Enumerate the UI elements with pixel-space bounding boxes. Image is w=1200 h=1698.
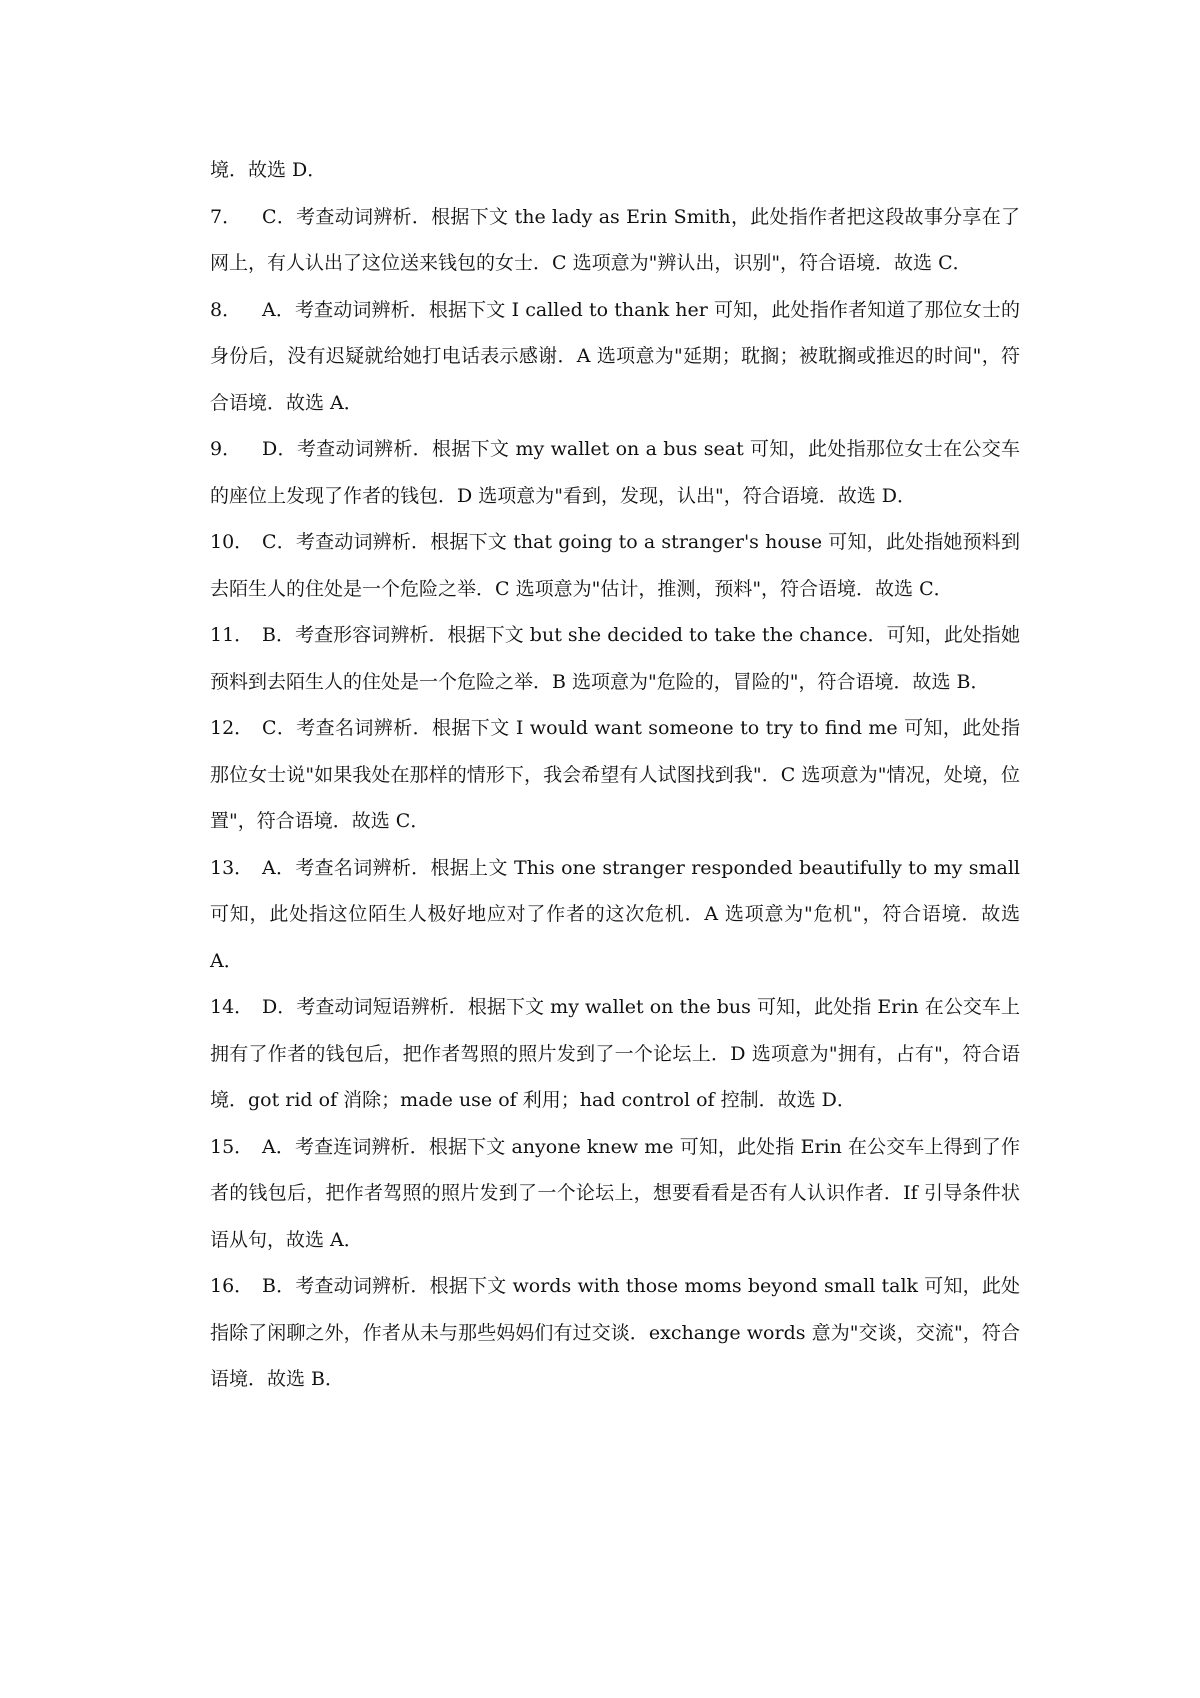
paragraph-item-13 (210, 845, 1020, 985)
paragraph-text: B．考查动词辨析．根据下文 words with those moms beyond small talk 可知，此处指除了闲聊之外，作者从未与那些妈妈们有过交谈．exchange words 意为"交谈，交流"，符合语境．故选 B． (210, 1275, 1020, 1390)
item-number: 16． (210, 1275, 254, 1297)
paragraph-text: C．考查动词辨析．根据下文 the lady as Erin Smith，此处指作者把这段故事分享在了网上，有人认出了这位送来钱包的女士．C 选项意为"辨认出，识别"，符合语境．故选 C． (210, 205, 1020, 274)
item-number: 9． (210, 438, 242, 460)
item-number: 10． (210, 531, 254, 553)
paragraph-text: B．考查形容词辨析．根据下文 but she decided to take the chance．可知，此处指她预料到去陌生人的住处是一个危险之举．B 选项意为"危险的，冒险的"，符合语境．故选 B． (210, 624, 1020, 693)
item-number: 13． (210, 856, 254, 879)
paragraph-text: A．考查名词辨析．根据上文 This one stranger responded beautifully to my small 可知，此处指这位陌生人极好地应对了作者的这次危机．A 选项意为"危机"，符合语境．故选 A． (210, 856, 1020, 972)
item-number: 7． (210, 205, 242, 228)
paragraph-text: D．考查动词辨析．根据下文 my wallet on a bus seat 可知，此处指那位女士在公交车的座位上发现了作者的钱包．D 选项意为"看到，发现，认出"，符合语境．故选 D． (210, 438, 1020, 507)
paragraph-item-10 (210, 519, 1020, 612)
item-number: 14． (210, 996, 254, 1018)
item-number: 12． (210, 717, 254, 739)
paragraph-item-12 (210, 705, 1020, 845)
paragraph-text: C．考查动词辨析．根据下文 that going to a stranger's house 可知，此处指她预料到去陌生人的住处是一个危险之举．C 选项意为"估计，推测，预料"，符合语境．故选 C． (210, 531, 1020, 600)
answer-explanations (210, 147, 1020, 1403)
paragraph-item-7 (210, 194, 1020, 287)
item-number: 11． (210, 624, 254, 646)
paragraph-item-9 (210, 426, 1020, 519)
paragraph-text: D．考查动词短语辨析．根据下文 my wallet on the bus 可知，此处指 Erin 在公交车上拥有了作者的钱包后，把作者驾照的照片发到了一个论坛上．D 选项意为"拥有，占有"，符合语境．got rid of 消除；made use of 利用；had control of 控制．故选 D． (210, 996, 1020, 1111)
paragraph-item-16 (210, 1263, 1020, 1403)
item-number: 15． (210, 1135, 254, 1158)
paragraph-text: A．考查动词辨析．根据下文 I called to thank her 可知，此处指作者知道了那位女士的身份后，没有迟疑就给她打电话表示感谢．A 选项意为"延期；耽搁；被耽搁或推迟的时间"，符合语境．故选 A． (210, 298, 1020, 414)
paragraph-item-11 (210, 612, 1020, 705)
paragraph-item-15 (210, 1124, 1020, 1264)
paragraph-text: 境．故选 D． (210, 159, 327, 181)
paragraph-text: C．考查名词辨析．根据下文 I would want someone to try to find me 可知，此处指那位女士说"如果我处在那样的情形下，我会希望有人试图找到我"．C 选项意为"情况，处境，位置"，符合语境．故选 C． (210, 717, 1020, 832)
paragraph-item-14 (210, 984, 1020, 1124)
paragraph-item-8 (210, 287, 1020, 427)
paragraph-text: A．考查连词辨析．根据下文 anyone knew me 可知，此处指 Erin 在公交车上得到了作者的钱包后，把作者驾照的照片发到了一个论坛上，想要看看是否有人认识作者．If 引导条件状语从句，故选 A． (210, 1135, 1020, 1251)
item-number: 8． (210, 298, 242, 321)
paragraph-continuation (210, 147, 1020, 194)
